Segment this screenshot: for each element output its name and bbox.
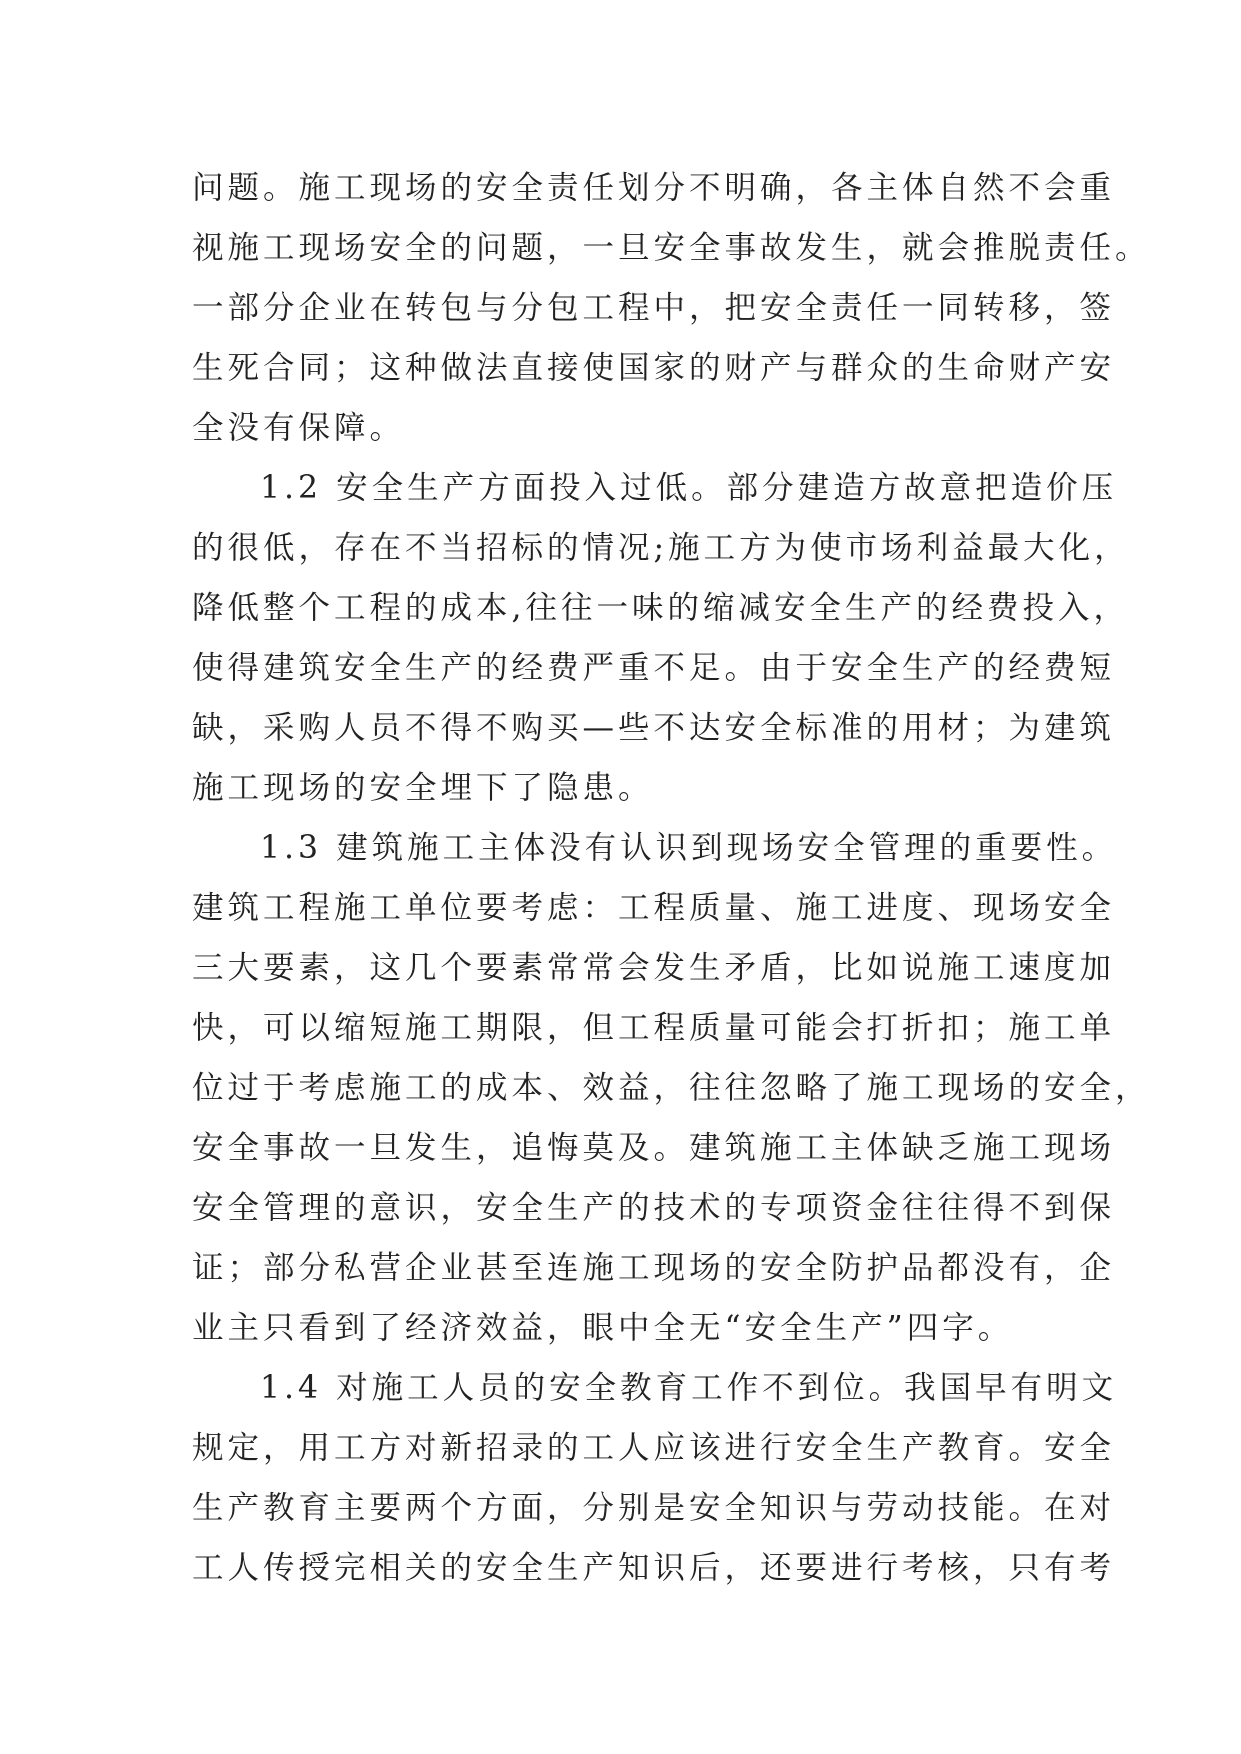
text-line: 一部分企业在转包与分包工程中，把安全责任一同转移，签: [192, 290, 1116, 326]
text-line: 生产教育主要两个方面，分别是安全知识与劳动技能。在对: [192, 1490, 1116, 1526]
text-line: 快，可以缩短施工期限，但工程质量可能会打折扣；施工单: [192, 1010, 1116, 1046]
text-line: 工人传授完相关的安全生产知识后，还要进行考核，只有考: [192, 1550, 1116, 1586]
text-line: 视施工现场安全的问题，一旦安全事故发生，就会推脱责任。: [192, 230, 1151, 266]
paragraph-first-line: 1.2 安全生产方面投入过低。部分建造方故意把造价压: [260, 470, 1118, 506]
text-line: 的很低，存在不当招标的情况;施工方为使市场利益最大化，: [192, 530, 1130, 566]
text-line: 问题。施工现场的安全责任划分不明确，各主体自然不会重: [192, 170, 1116, 206]
text-line: 安全管理的意识，安全生产的技术的专项资金往往得不到保: [192, 1190, 1116, 1226]
text-line: 安全事故一旦发生，追悔莫及。建筑施工主体缺乏施工现场: [192, 1130, 1116, 1166]
text-line: 施工现场的安全埋下了隐患。: [192, 770, 654, 806]
text-line: 使得建筑安全生产的经费严重不足。由于安全生产的经费短: [192, 650, 1116, 686]
paragraph-first-line: 1.4 对施工人员的安全教育工作不到位。我国早有明文: [260, 1370, 1118, 1406]
text-line: 位过于考虑施工的成本、效益，往往忽略了施工现场的安全，: [192, 1070, 1151, 1106]
text-line: 三大要素，这几个要素常常会发生矛盾，比如说施工速度加: [192, 950, 1116, 986]
text-line: 缺，采购人员不得不购买—些不达安全标准的用材；为建筑: [192, 710, 1116, 746]
text-line: 规定，用工方对新招录的工人应该进行安全生产教育。安全: [192, 1430, 1116, 1466]
text-line: 证；部分私营企业甚至连施工现场的安全防护品都没有，企: [192, 1250, 1116, 1286]
text-line: 全没有保障。: [192, 410, 406, 446]
paragraph-first-line: 1.3 建筑施工主体没有认识到现场安全管理的重要性。: [260, 830, 1118, 866]
text-line: 业主只看到了经济效益，眼中全无“安全生产”四字。: [192, 1310, 1014, 1346]
text-line: 降低整个工程的成本,往往一味的缩减安全生产的经费投入，: [192, 590, 1130, 626]
body-text: [192, 158, 1151, 1598]
text-line: 生死合同；这种做法直接使国家的财产与群众的生命财产安: [192, 350, 1116, 386]
text-line: 建筑工程施工单位要考虑：工程质量、施工进度、现场安全: [192, 890, 1116, 926]
